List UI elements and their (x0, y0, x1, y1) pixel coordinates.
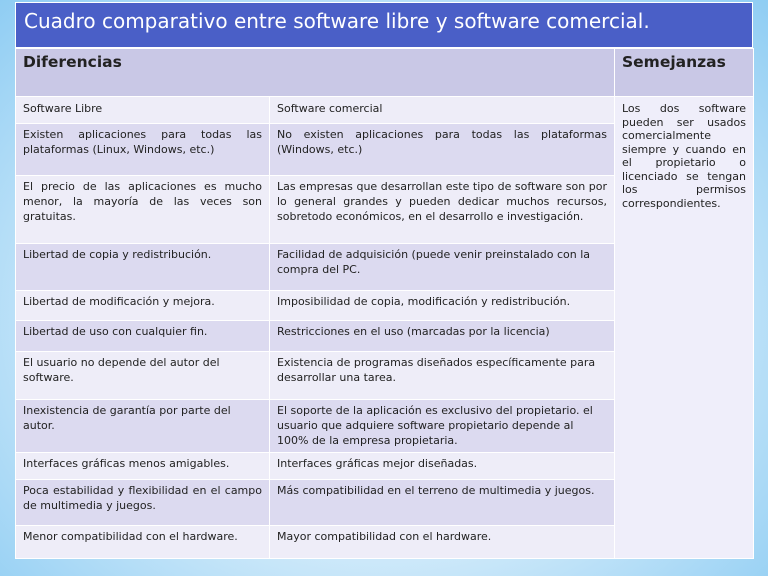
cell-libre: Inexistencia de garantía por parte del autor. (16, 400, 270, 453)
cell-libre: Interfaces gráficas menos amigables. (16, 453, 270, 480)
cell-libre: El precio de las aplicaciones es mucho menor, la mayoría de las veces son gratuitas. (16, 176, 270, 244)
comparison-slide (15, 2, 753, 559)
cell-comercial: Las empresas que desarrollan este tipo de software son por lo general grandes y pueden dedicar muchos recursos, sobretodo económicos, en el desarrollo e investigación. (270, 176, 615, 244)
semejanzas-cell: Los dos software pueden ser usados comercialmente siempre y cuando en el propietario o licenciado se tengan los permisos correspondientes. (615, 97, 754, 559)
header-diferencias: Diferencias (16, 49, 615, 97)
header-row (16, 49, 754, 97)
cell-comercial: Interfaces gráficas mejor diseñadas. (270, 453, 615, 480)
header-semejanzas: Semejanzas (615, 49, 754, 97)
cell-comercial: No existen aplicaciones para todas las plataformas (Windows, etc.) (270, 124, 615, 176)
cell-libre: El usuario no depende del autor del software. (16, 352, 270, 400)
cell-libre: Libertad de modificación y mejora. (16, 291, 270, 321)
cell-comercial: El soporte de la aplicación es exclusivo del propietario. el usuario que adquiere software propietario depende al 100% de la empresa propietaria. (270, 400, 615, 453)
cell-comercial: Imposibilidad de copia, modificación y redistribución. (270, 291, 615, 321)
cell-libre: Existen aplicaciones para todas las plataformas (Linux, Windows, etc.) (16, 124, 270, 176)
cell-libre: Libertad de copia y redistribución. (16, 244, 270, 291)
slide-title: Cuadro comparativo entre software libre y software comercial. (15, 2, 753, 48)
comparison-table (15, 48, 754, 559)
cell-libre: Libertad de uso con cualquier fin. (16, 321, 270, 352)
column-label-libre: Software Libre (16, 97, 270, 124)
column-label-row (16, 97, 754, 124)
cell-libre: Menor compatibilidad con el hardware. (16, 526, 270, 559)
cell-comercial: Facilidad de adquisición (puede venir preinstalado con la compra del PC. (270, 244, 615, 291)
cell-comercial: Mayor compatibilidad con el hardware. (270, 526, 615, 559)
cell-comercial: Existencia de programas diseñados específicamente para desarrollar una tarea. (270, 352, 615, 400)
cell-comercial: Restricciones en el uso (marcadas por la licencia) (270, 321, 615, 352)
cell-libre: Poca estabilidad y flexibilidad en el campo de multimedia y juegos. (16, 480, 270, 526)
column-label-comercial: Software comercial (270, 97, 615, 124)
cell-comercial: Más compatibilidad en el terreno de multimedia y juegos. (270, 480, 615, 526)
